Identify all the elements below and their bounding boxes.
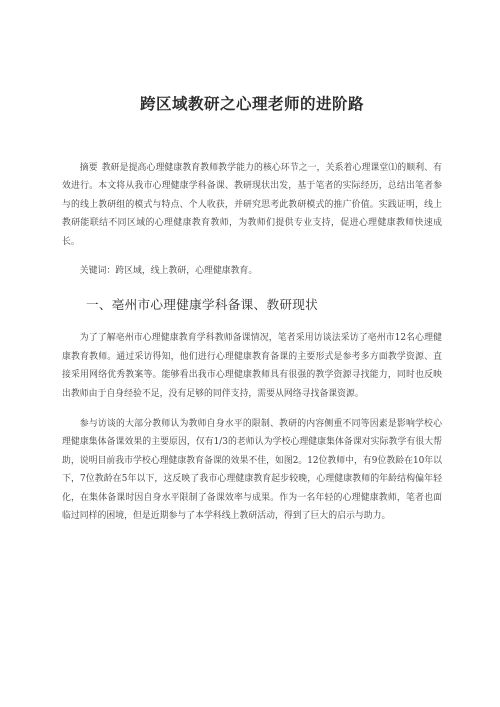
abstract-label: 摘要 <box>79 163 98 173</box>
abstract-paragraph <box>62 159 442 251</box>
section-heading: 一、亳州市心理健康学科备课、教研现状 <box>85 297 319 313</box>
abstract-text: 教研是提高心理健康教育教师教学能力的核心环节之一，关系着心理课堂⑴的顺利、有效进行。本文将从我市心理健康学科备课、教研现状出发，基于笔者的实际经历，总结出笔者参与的线上教研组的模式与特点、个人收获，并研究思考此教研模式的推广价值。实践证明，线上教研能联结不同区域的心理健康教育教师，为教师们提供专业支持，促进心理健康教师快速成长。 <box>62 163 443 247</box>
body-paragraph-2: 参与访谈的大部分教师认为教师自身水平的限制、教研的内容侧重不同等因素是影响学校心理健康集体备课效果的主要原因，仅有1/3的老师认为学校心理健康集体备课对实际教学有很大帮助，说明目前我市学校心理健康教育备课的效果不佳，如图2。12位教师中，有9位教龄在10年以下，7位教龄在5年以下，这反映了我市心理健康教育起步较晚，心理健康教师的年龄结构偏年轻化，在集体备课时因自身水平限制了备课效率与成果。作为一名年轻的心理健康教师，笔者也面临过同样的困境，但是近期参与了本学科线上教研活动，得到了巨大的启示与助力。 <box>62 419 443 522</box>
page-title: 跨区域教研之心理老师的进阶路 <box>139 94 364 113</box>
body-paragraph-1: 为了了解亳州市心理健康教育学科教师备课情况，笔者采用访谈法采访了亳州市12名心理健康教育教师。通过采访得知，他们进行心理健康教育备课的主要形式是参考多方面教学资源、直接采用网络优秀教案等。能够看出我市心理健康教师具有很强的教学资源寻找能力，同时也反映出教师由于自身经验不足，没有足够的同伴支持，需要从网络寻找备课资源。 <box>62 333 442 399</box>
keywords-line: 关键词：跨区域，线上教研，心理健康教育。 <box>79 266 258 277</box>
